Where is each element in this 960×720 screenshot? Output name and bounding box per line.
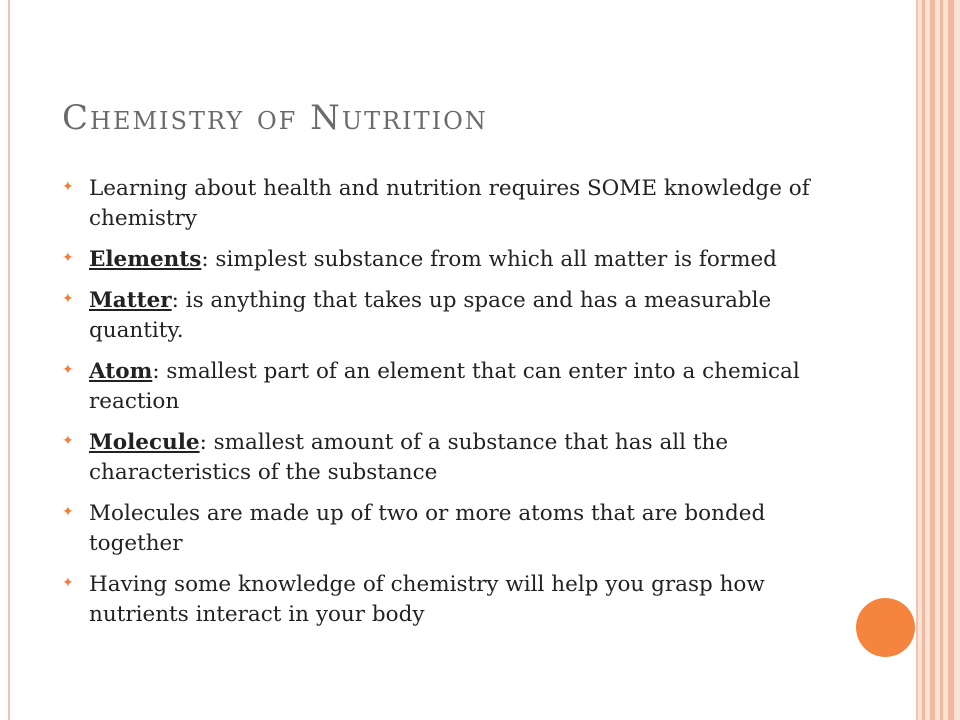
orange-curl-bullet-icon: ✦ xyxy=(62,433,74,449)
orange-curl-bullet-icon: ✦ xyxy=(62,250,74,266)
bullet-item xyxy=(62,428,842,488)
bullet-term: Atom xyxy=(89,359,153,384)
bullet-text: : smallest amount of a substance that has all the characteristics of the substance xyxy=(89,430,729,485)
bullet-text: Learning about health and nutrition requires SOME knowledge of chemistry xyxy=(89,176,810,231)
decorative-stripes xyxy=(918,0,960,720)
bullet-text: Molecules are made up of two or more atoms that are bonded together xyxy=(89,501,766,556)
bullet-term: Elements xyxy=(89,247,202,272)
stripe xyxy=(930,0,935,720)
bullet-text: Having some knowledge of chemistry will help you grasp how nutrients interact in your body xyxy=(89,572,765,627)
orange-curl-bullet-icon: ✦ xyxy=(62,291,74,307)
bullet-text: : smallest part of an element that can enter into a chemical reaction xyxy=(89,359,800,414)
orange-curl-bullet-icon: ✦ xyxy=(62,179,74,195)
orange-curl-bullet-icon: ✦ xyxy=(62,362,74,378)
bullet-text: : simplest substance from which all matter is formed xyxy=(201,247,777,272)
bullet-text: : is anything that takes up space and has a measurable quantity. xyxy=(89,288,772,343)
bullet-term: Matter xyxy=(89,288,172,313)
stripe xyxy=(940,0,943,720)
bullet-item xyxy=(62,245,842,275)
bullet-list xyxy=(62,174,842,641)
slide-title: Chemistry of Nutrition xyxy=(62,98,488,138)
stripe xyxy=(922,0,925,720)
orange-curl-bullet-icon: ✦ xyxy=(62,575,74,591)
stripe xyxy=(948,0,954,720)
decorative-orange-circle xyxy=(856,598,915,657)
bullet-item xyxy=(62,174,842,234)
bullet-item xyxy=(62,499,842,559)
bullet-item xyxy=(62,286,842,346)
orange-curl-bullet-icon: ✦ xyxy=(62,504,74,520)
bullet-item xyxy=(62,357,842,417)
bullet-term: Molecule xyxy=(89,430,200,455)
bullet-item xyxy=(62,570,842,630)
